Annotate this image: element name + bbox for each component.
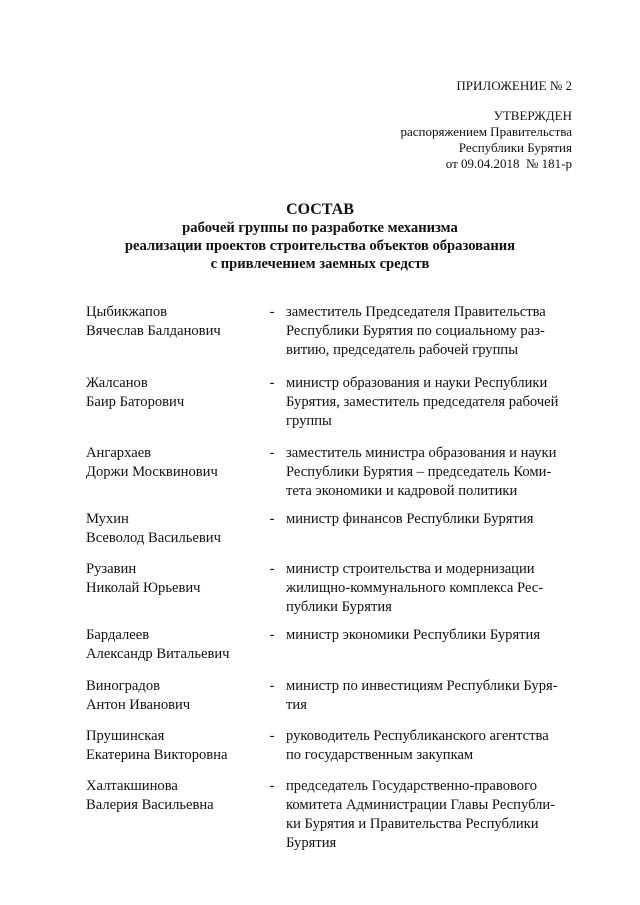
member-surname: Виноградов: [86, 678, 161, 694]
member-name: [86, 727, 276, 765]
member-surname: Мухин: [86, 511, 129, 527]
member-name: [86, 626, 276, 664]
role-line: министр финансов Республики Бурятия: [286, 511, 534, 527]
approved-by-order: распоряжением Правительства: [400, 124, 572, 139]
member-name: [86, 303, 276, 341]
member-surname: Бардалеев: [86, 627, 150, 643]
role-line: ки Бурятия и Правительства Республики: [286, 816, 539, 832]
role-line: министр экономики Республики Бурятия: [286, 627, 541, 643]
member-given-names: Вячеслав Балданович: [86, 323, 221, 339]
member-name: [86, 777, 276, 815]
member-surname: Ангархаев: [86, 445, 152, 461]
role-line: витию, председатель рабочей группы: [286, 342, 519, 358]
role-line: Республики Бурятия по социальному раз-: [286, 323, 545, 339]
role-line: комитета Администрации Главы Республи-: [286, 797, 556, 813]
role-line: заместитель Председателя Правительства: [286, 304, 546, 320]
member-given-names: Всеволод Васильевич: [86, 530, 221, 546]
dash-separator: -: [269, 627, 275, 643]
member-given-names: Валерия Васильевна: [86, 797, 214, 813]
member-role: [286, 444, 572, 501]
member-name: [86, 374, 276, 412]
member-given-names: Антон Иванович: [86, 697, 191, 713]
member-role: [286, 777, 572, 853]
role-line: тия: [286, 697, 307, 713]
dash-separator: -: [269, 561, 275, 577]
member-name: [86, 444, 276, 482]
role-line: жилищно-коммунального комплекса Рес-: [286, 580, 544, 596]
member-surname: Халтакшинова: [86, 778, 178, 794]
member-name: [86, 560, 276, 598]
member-role: [286, 374, 572, 431]
role-line: председатель Государственно-правового: [286, 778, 537, 794]
role-line: по государственным закупкам: [286, 747, 474, 763]
dash-separator: -: [269, 511, 275, 527]
document-title: СОСТАВ: [286, 201, 354, 218]
member-role: [286, 560, 572, 617]
role-line: публики Бурятия: [286, 599, 392, 615]
member-role: [286, 677, 572, 715]
member-role: [286, 626, 572, 645]
member-given-names: Баир Баторович: [86, 394, 185, 410]
role-line: министр по инвестициям Республики Буря-: [286, 678, 558, 694]
dash-separator: -: [269, 728, 275, 744]
member-given-names: Александр Витальевич: [86, 646, 230, 662]
role-line: руководитель Республиканского агентства: [286, 728, 549, 744]
role-line: министр образования и науки Республики: [286, 375, 548, 391]
approved-label: УТВЕРЖДЕН: [493, 108, 572, 123]
role-line: группы: [286, 413, 332, 429]
role-line: министр строительства и модернизации: [286, 561, 535, 577]
role-line: Бурятия, заместитель председателя рабочей: [286, 394, 559, 410]
member-role: [286, 510, 572, 529]
title-line: реализации проектов строительства объектов образования: [124, 238, 516, 254]
member-name: [86, 510, 276, 548]
approval-date-number: от 09.04.2018 № 181-р: [445, 156, 572, 171]
member-surname: Рузавин: [86, 561, 137, 577]
member-given-names: Екатерина Викторовна: [86, 747, 228, 763]
dash-separator: -: [269, 445, 275, 461]
role-line: Республики Бурятия – председатель Коми-: [286, 464, 552, 480]
member-given-names: Доржи Москвинович: [86, 464, 218, 480]
dash-separator: -: [269, 304, 275, 320]
dash-separator: -: [269, 375, 275, 391]
role-line: заместитель министра образования и науки: [286, 445, 557, 461]
dash-separator: -: [269, 678, 275, 694]
member-role: [286, 727, 572, 765]
title-line: рабочей группы по разработке механизма: [182, 220, 458, 236]
member-role: [286, 303, 572, 360]
dash-separator: -: [269, 778, 275, 794]
member-name: [86, 677, 276, 715]
role-line: тета экономики и кадровой политики: [286, 483, 518, 499]
title-line: с привлечением заемных средств: [210, 256, 430, 272]
member-surname: Цыбикжапов: [86, 304, 168, 320]
approved-republic: Республики Бурятия: [458, 140, 572, 155]
role-line: Бурятия: [286, 835, 337, 851]
appendix-label: ПРИЛОЖЕНИЕ № 2: [456, 78, 572, 93]
member-surname: Жалсанов: [86, 375, 148, 391]
member-surname: Прушинская: [86, 728, 165, 744]
member-given-names: Николай Юрьевич: [86, 580, 201, 596]
